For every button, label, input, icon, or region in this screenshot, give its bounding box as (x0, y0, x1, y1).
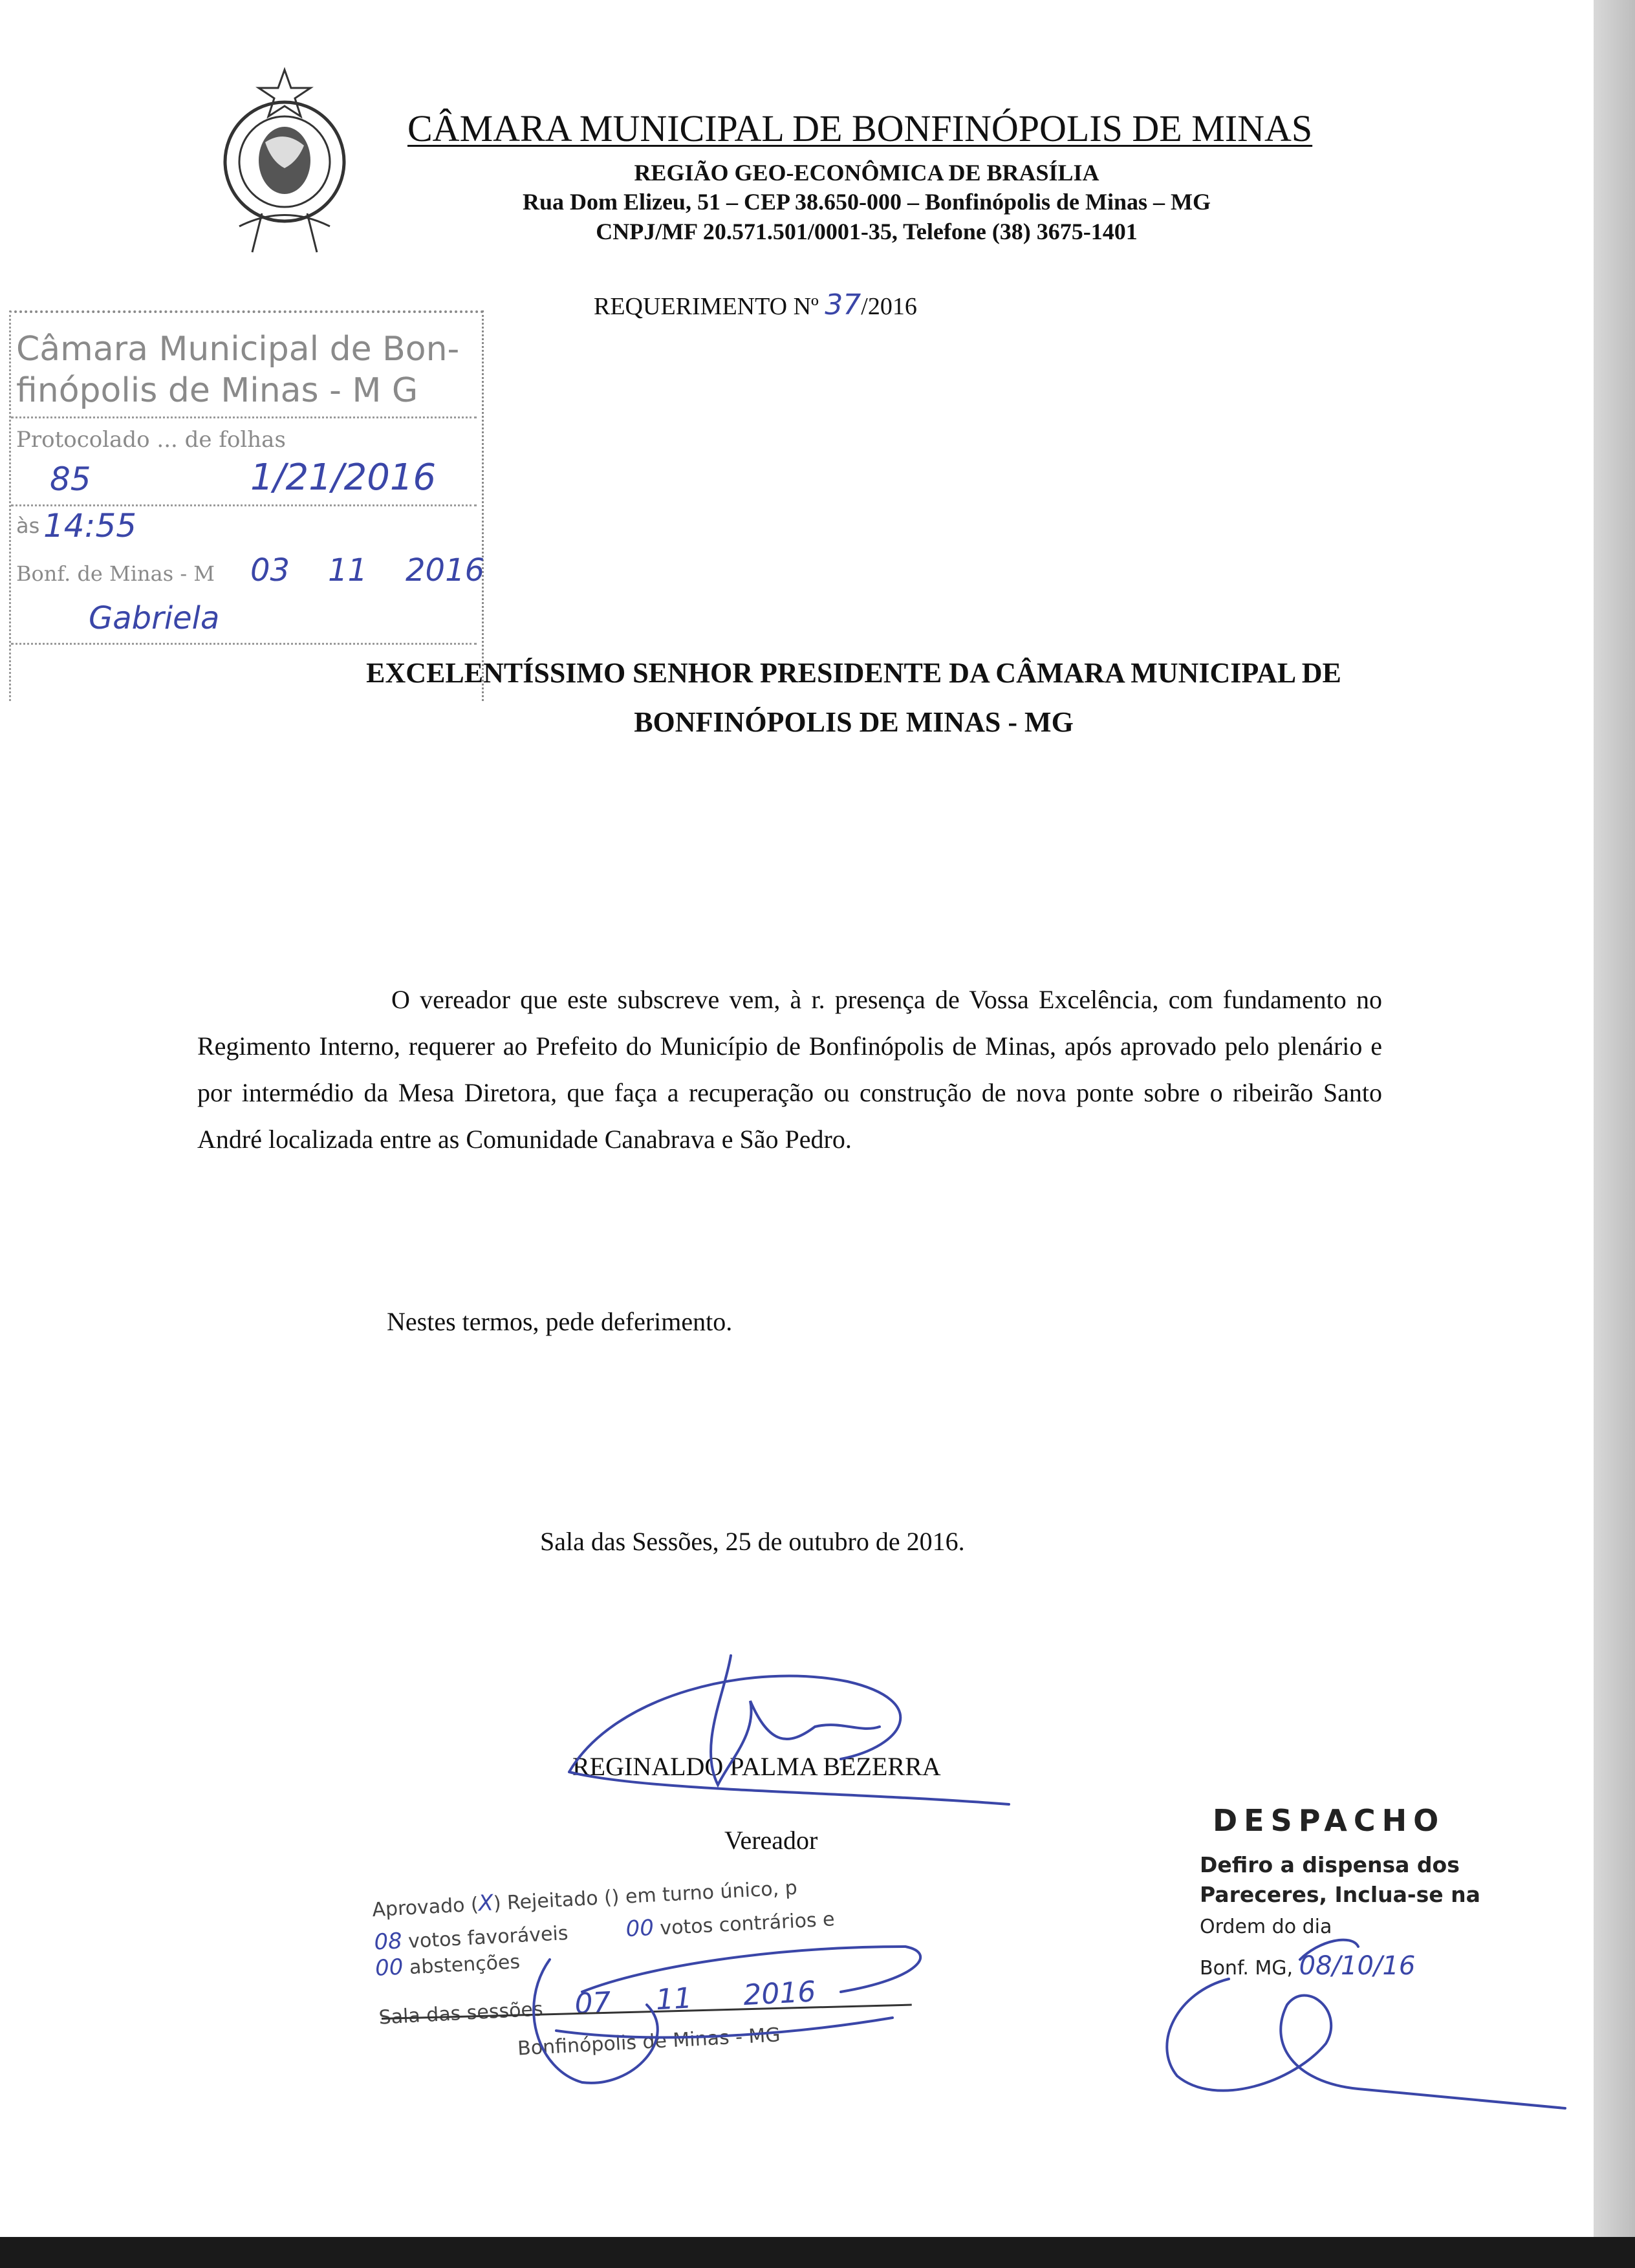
stamp-line-3: Protocolado ... de folhas (16, 427, 286, 453)
vote-abstention-count: 00 (374, 1954, 404, 1982)
request-paragraph: O vereador que este subscreve vem, à r. presença de Vossa Excelência, com fundamento no Regimento Interno, requerer ao Prefeito do Município de Bonfinópolis de Minas, após aprovado pelo plenário e por intermédio da Mesa Diretora, que faça a recuperação ou construção de nova ponte sobre o ribeirão Santo André localizada entre as Comunidade Canabrava e São Pedro. (197, 985, 1382, 1154)
vote-rejected-label: ) Rejeitado ( (493, 1886, 612, 1916)
stamp-folhas: 85 (50, 460, 91, 498)
salutation (272, 649, 1436, 747)
despacho-title: DESPACHO (1213, 1803, 1446, 1838)
institution-registry: CNPJ/MF 20.571.501/0001-35, Telefone (38) 3675-1401 (596, 219, 1138, 244)
institution-title: CÂMARA MUNICIPAL DE BONFINÓPOLIS DE MINAS (407, 107, 1313, 149)
despacho-date: 08/10/16 (1299, 1951, 1416, 1981)
signer-name: REGINALDO PALMA BEZERRA (572, 1752, 941, 1781)
scan-edge-bottom (0, 2237, 1635, 2268)
scan-edge-right (1594, 0, 1635, 2268)
salutation-line-2: BONFINÓPOLIS DE MINAS - MG (634, 706, 1074, 738)
signer-role: Vereador (724, 1826, 818, 1855)
vote-favor-label: votos favoráveis (407, 1921, 569, 1953)
vote-approved-label: Aprovado ( (371, 1893, 479, 1922)
despacho-line-3: Ordem do dia (1200, 1916, 1332, 1938)
stamp-line-2: finópolis de Minas - M G (16, 371, 418, 410)
vote-date-day: 07 (574, 1985, 612, 2021)
stamp-bonf-label: Bonf. de Minas - M (16, 561, 215, 586)
signer-signature-icon (569, 1656, 1009, 1804)
despacho-line-1: Defiro a dispensa dos (1200, 1852, 1460, 1877)
stamp-month: 11 (328, 552, 368, 589)
vote-favor-count: 08 (373, 1928, 403, 1956)
vote-city: Bonfinópolis de Minas - MG (517, 2024, 781, 2060)
vote-date-month: 11 (655, 1982, 693, 2017)
requerimento-label: REQUERIMENTO Nº (594, 293, 819, 320)
request-body (197, 977, 1382, 1163)
stamp-signature: Gabriela (89, 600, 220, 636)
institution-address: Rua Dom Elizeu, 51 – CEP 38.650-000 – Bonfinópolis de Minas – MG (522, 189, 1211, 215)
vote-sala-label: Sala das sessões (378, 1998, 544, 2029)
stamp-day: 03 (250, 552, 290, 589)
institution-subtitle: REGIÃO GEO-ECONÔMICA DE BRASÍLIA (634, 160, 1099, 186)
despacho-line-4 (1200, 1952, 1562, 1983)
vote-line-4 (378, 1975, 816, 2031)
municipal-seal-icon (194, 65, 375, 259)
vote-abstention-label: abstenções (409, 1950, 521, 1980)
place-date: Sala das Sessões, 25 de outubro de 2016. (540, 1527, 965, 1556)
requerimento-handwritten-number: 37 (825, 288, 861, 321)
vote-date-year: 2016 (742, 1975, 817, 2013)
requerimento-year: /2016 (861, 293, 917, 320)
vote-against-count: 00 (625, 1915, 655, 1943)
stamp-year: 2016 (406, 552, 485, 589)
vote-turn-label: ) em turno único, p (611, 1876, 798, 1909)
stamp-line-1: Câmara Municipal de Bon- (16, 330, 460, 369)
stamp-date-1: 1/21/2016 (250, 457, 437, 499)
vote-against-label: votos contrários e (659, 1908, 836, 1940)
protocol-stamp (9, 310, 484, 701)
closing-line: Nestes termos, pede deferimento. (387, 1307, 733, 1336)
despacho-line-2: Pareceres, Inclua-se na (1200, 1882, 1480, 1907)
stamp-hora-label: às (16, 513, 40, 538)
salutation-line-1: EXCELENTÍSSIMO SENHOR PRESIDENTE DA CÂMARA MUNICIPAL DE (366, 657, 1341, 689)
despacho-place-label: Bonf. MG, (1200, 1957, 1294, 1980)
vote-approved-mark: X (477, 1890, 494, 1917)
requerimento-number (594, 288, 917, 321)
stamp-hora: 14:55 (43, 507, 137, 545)
